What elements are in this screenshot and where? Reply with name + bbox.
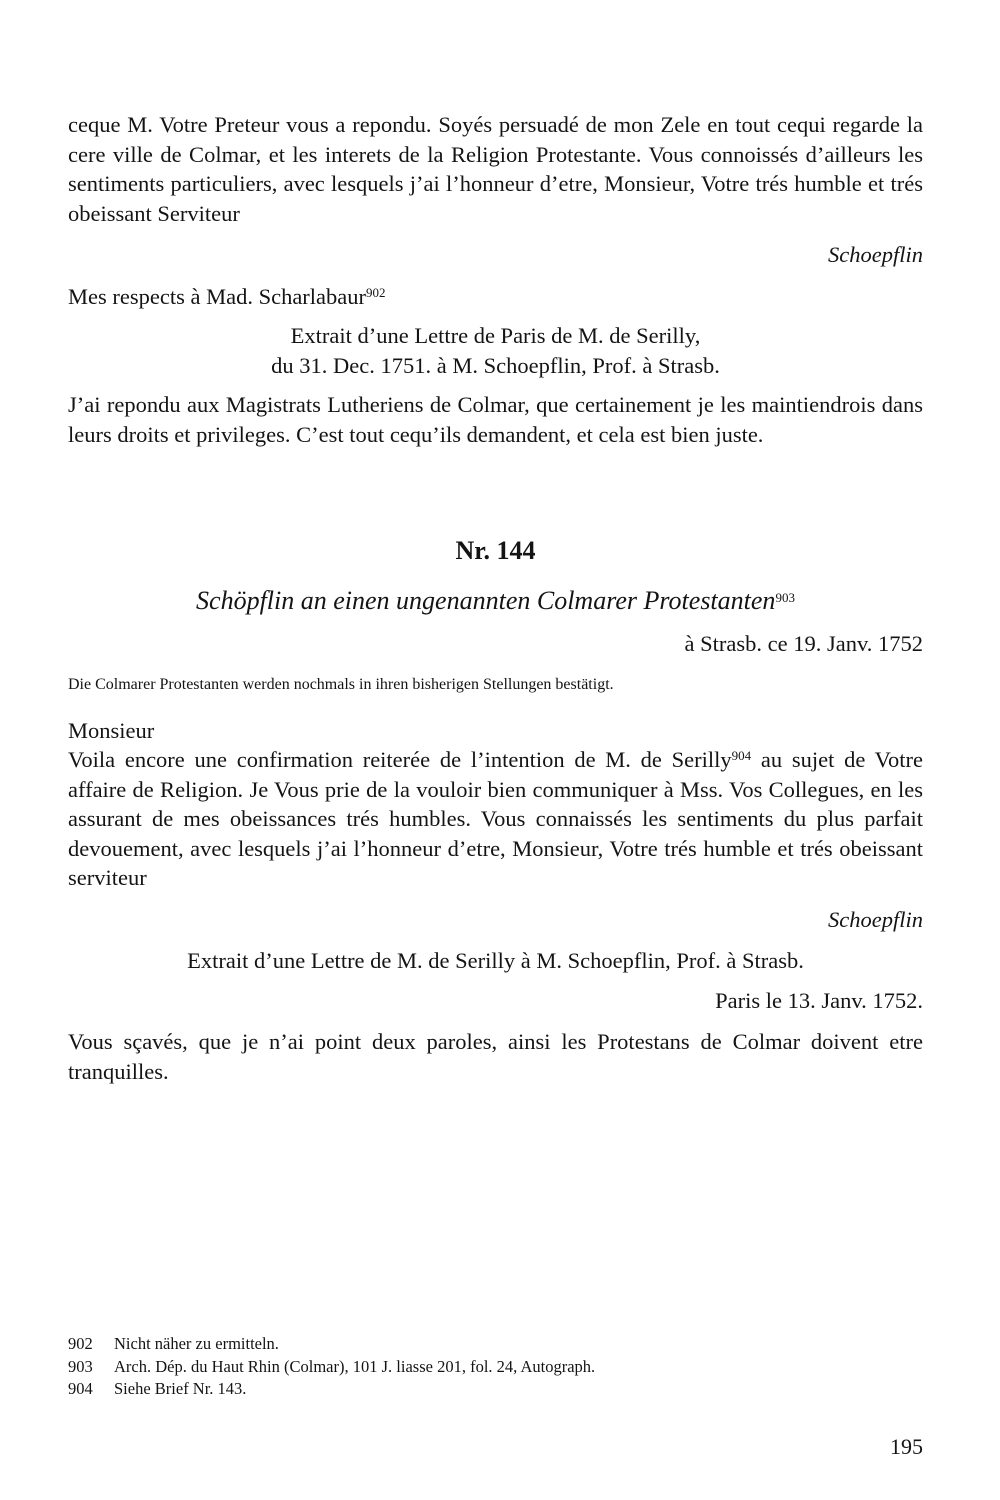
footnote-number: 902 bbox=[68, 1334, 93, 1353]
letter-title bbox=[68, 585, 923, 617]
page-body bbox=[68, 110, 923, 1086]
letter-summary: Die Colmarer Protestanten werden nochmals in ihren bisherigen Stellungen bestätigt. bbox=[68, 675, 614, 693]
letter-closing-paragraph: ceque M. Votre Preteur vous a repondu. Soyés persuadé de mon Zele en tout cequi regarde la cere ville de Colmar, et les interets de la Religion Protestante. Vous connoissés d’ailleurs les sentiments particuliers, avec lesquels j’ai l’honneur d’etre, Monsieur, Votre trés humble et trés obeissant Serviteur bbox=[68, 112, 923, 226]
letter-body bbox=[68, 745, 923, 893]
footnote-text: Arch. Dép. du Haut Rhin (Colmar), 101 J. liasse 201, fol. 24, Autograph. bbox=[114, 1356, 596, 1376]
extract2-heading: Extrait d’une Lettre de M. de Serilly à M. Schoepflin, Prof. à Strasb. bbox=[187, 948, 804, 973]
letter-salutation: Monsieur bbox=[68, 717, 155, 743]
footnote-904 bbox=[68, 1378, 923, 1401]
letter-body-part1: Voila encore une confirmation reiterée de l’intention de M. de Serilly bbox=[68, 747, 732, 772]
letter-signature-2: Schoepflin bbox=[828, 906, 923, 932]
letter-number-heading: Nr. 144 bbox=[455, 536, 536, 565]
footnote-number: 904 bbox=[68, 1379, 93, 1398]
letter-signature: Schoepflin bbox=[828, 242, 923, 267]
extract-heading-line1: Extrait d’une Lettre de Paris de M. de Serilly, bbox=[290, 323, 701, 348]
postscript bbox=[68, 282, 923, 312]
extract2-paragraph: Vous sçavés, que je n’ai point deux paroles, ainsi les Protestans de Colmar doivent etre tranquilles. bbox=[68, 1029, 923, 1084]
footnote-text: Siehe Brief Nr. 143. bbox=[114, 1379, 247, 1398]
footnote-ref-904: 904 bbox=[731, 747, 752, 763]
letter-body-part2: au sujet de Votre affaire de Religion. Je Vous prie de la vouloir bien communiquer à Mss. Vos Collegues, en les assurant de mes obeissances trés humbles. Vous connaissés les sentiments du plus parfait devouement, avec lesquels j’ai l’honneur d’etre, Monsieur, Votre trés humble et trés obeissant serviteur bbox=[68, 747, 924, 890]
footnote-903 bbox=[68, 1356, 923, 1379]
footnote-ref-903: 903 bbox=[775, 589, 795, 605]
extract2-place-date: Paris le 13. Janv. 1752. bbox=[715, 987, 923, 1013]
footnote-number: 903 bbox=[68, 1356, 93, 1376]
letter-title-text: Schöpflin an einen ungenannten Colmarer Protestanten bbox=[196, 586, 776, 615]
extract-heading-line2: du 31. Dec. 1751. à M. Schoepflin, Prof. à Strasb. bbox=[271, 352, 720, 378]
footnote-ref-902: 902 bbox=[366, 284, 386, 300]
footnote-text: Nicht näher zu ermitteln. bbox=[114, 1334, 279, 1353]
extract-paragraph: J’ai repondu aux Magistrats Lutheriens de Colmar, que certainement je les maintiendrois dans leurs droits et privileges. C’est tout cequ’ils demandent, et cela est bien juste. bbox=[68, 392, 923, 447]
postscript-text: Mes respects à Mad. Scharlabaur bbox=[68, 283, 367, 309]
letter-place-date: à Strasb. ce 19. Janv. 1752 bbox=[684, 631, 923, 656]
footnotes bbox=[68, 1333, 923, 1401]
page-number: 195 bbox=[890, 1434, 923, 1459]
footnote-902 bbox=[68, 1333, 923, 1356]
